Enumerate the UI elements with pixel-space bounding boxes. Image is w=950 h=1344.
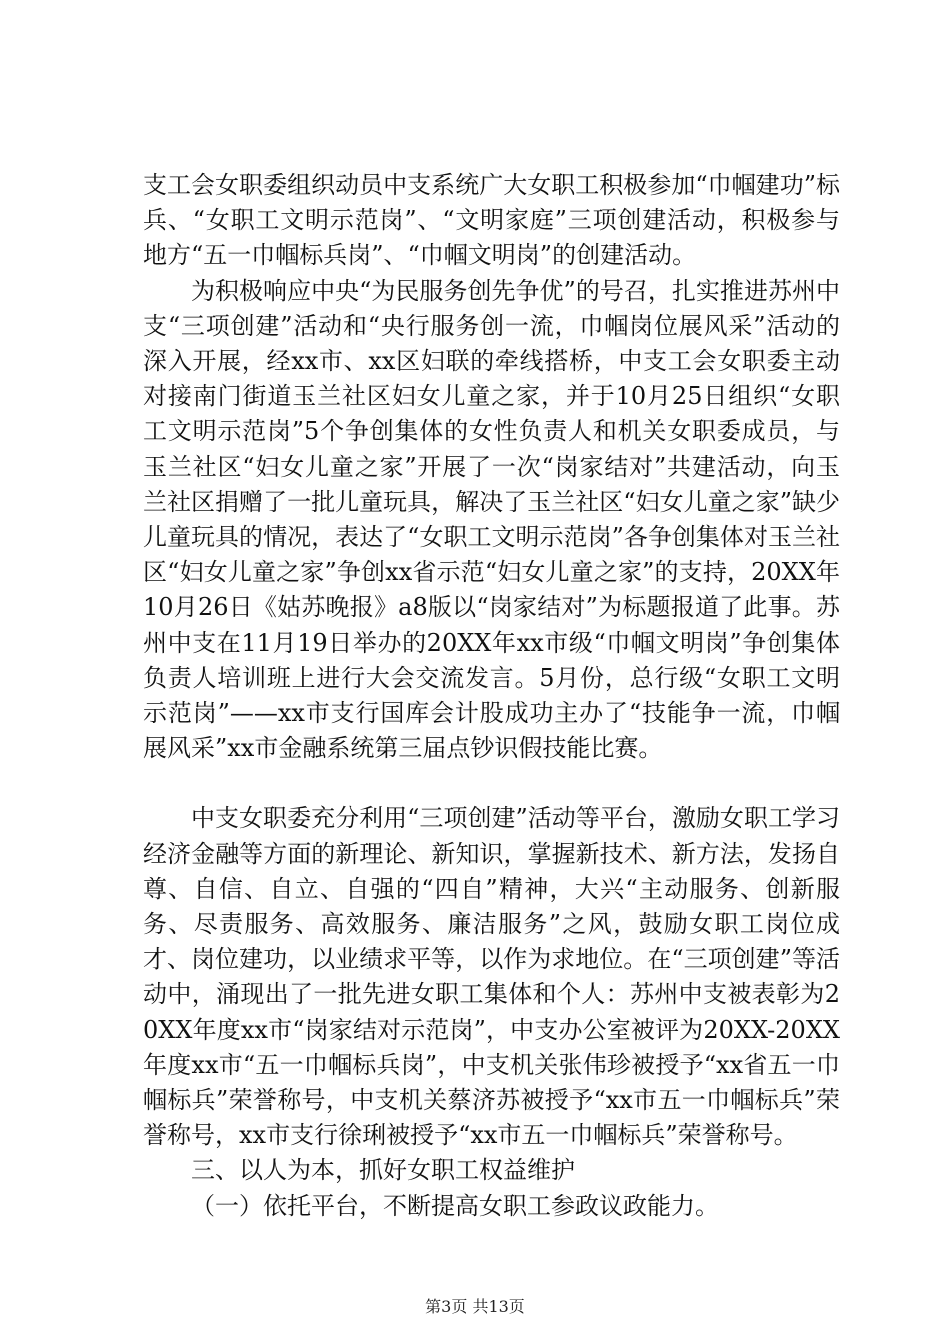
paragraph-activity: 为积极响应中央“为民服务创先争优”的号召，扎实推进苏州中支“三项创建”活动和“央行服务创一流，巾帼岗位展风采”活动的深入开展，经xx市、xx区妇联的牵线搭桥，中支工会女职委主动对接南门街道玉兰社区妇女儿童之家，并于10月25日组织“女职工文明示范岗”5个争创集体的女性负责人和机关女职委成员，与玉兰社区“妇女儿童之家”开展了一次“岗家结对”共建活动，向玉兰社区捐赠了一批儿童玩具，解决了玉兰社区“妇女儿童之家”缺少儿童玩具的情况，表达了“女职工文明示范岗”各争创集体对玉兰社区“妇女儿童之家”争创xx省示范“妇女儿童之家”的支持，20XX年10月26日《姑苏晚报》a8版以“岗家结对”为标题报道了此事。苏州中支在11月19日举办的20XX年xx市级“巾帼文明岗”争创集体负责人培训班上进行大会交流发言。5月份，总行级“女职工文明示范岗”——xx市支行国库会计股成功主办了“技能争一流，巾帼展风采”xx市金融系统第三届点钞识假技能比赛。 bbox=[143, 276, 840, 763]
paragraph-continuation: 支工会女职委组织动员中支系统广大女职工积极参加“巾帼建功”标兵、“女职工文明示范岗”、“文明家庭”三项创建活动，积极参与地方“五一巾帼标兵岗”、“巾帼文明岗”的创建活动。 bbox=[143, 171, 840, 270]
document-body bbox=[143, 168, 840, 1224]
page-number: 第3页 共13页 bbox=[425, 1297, 525, 1316]
subsection-heading: （一）依托平台，不断提高女职工参政议政能力。 bbox=[191, 1191, 719, 1220]
section-heading: 三、以人为本，抓好女职工权益维护 bbox=[191, 1156, 575, 1185]
paragraph-achievements: 中支女职委充分利用“三项创建”活动等平台，激励女职工学习经济金融等方面的新理论、新知识，掌握新技术、新方法，发扬自尊、自信、自立、自强的“四自”精神，大兴“主动服务、创新服务、尽责服务、高效服务、廉洁服务”之风，鼓励女职工岗位成才、岗位建功，以业绩求平等，以作为求地位。在“三项创建”等活动中，涌现出了一批先进女职工集体和个人：苏州中支被表彰为20XX年度xx市“岗家结对示范岗”，中支办公室被评为20XX-20XX年度xx市“五一巾帼标兵岗”，中支机关张伟珍被授予“xx省五一巾帼标兵”荣誉称号，中支机关蔡济苏被授予“xx市五一巾帼标兵”荣誉称号，xx市支行徐琍被授予“xx市五一巾帼标兵”荣誉称号。 bbox=[143, 804, 840, 1150]
page-footer bbox=[0, 1297, 950, 1317]
